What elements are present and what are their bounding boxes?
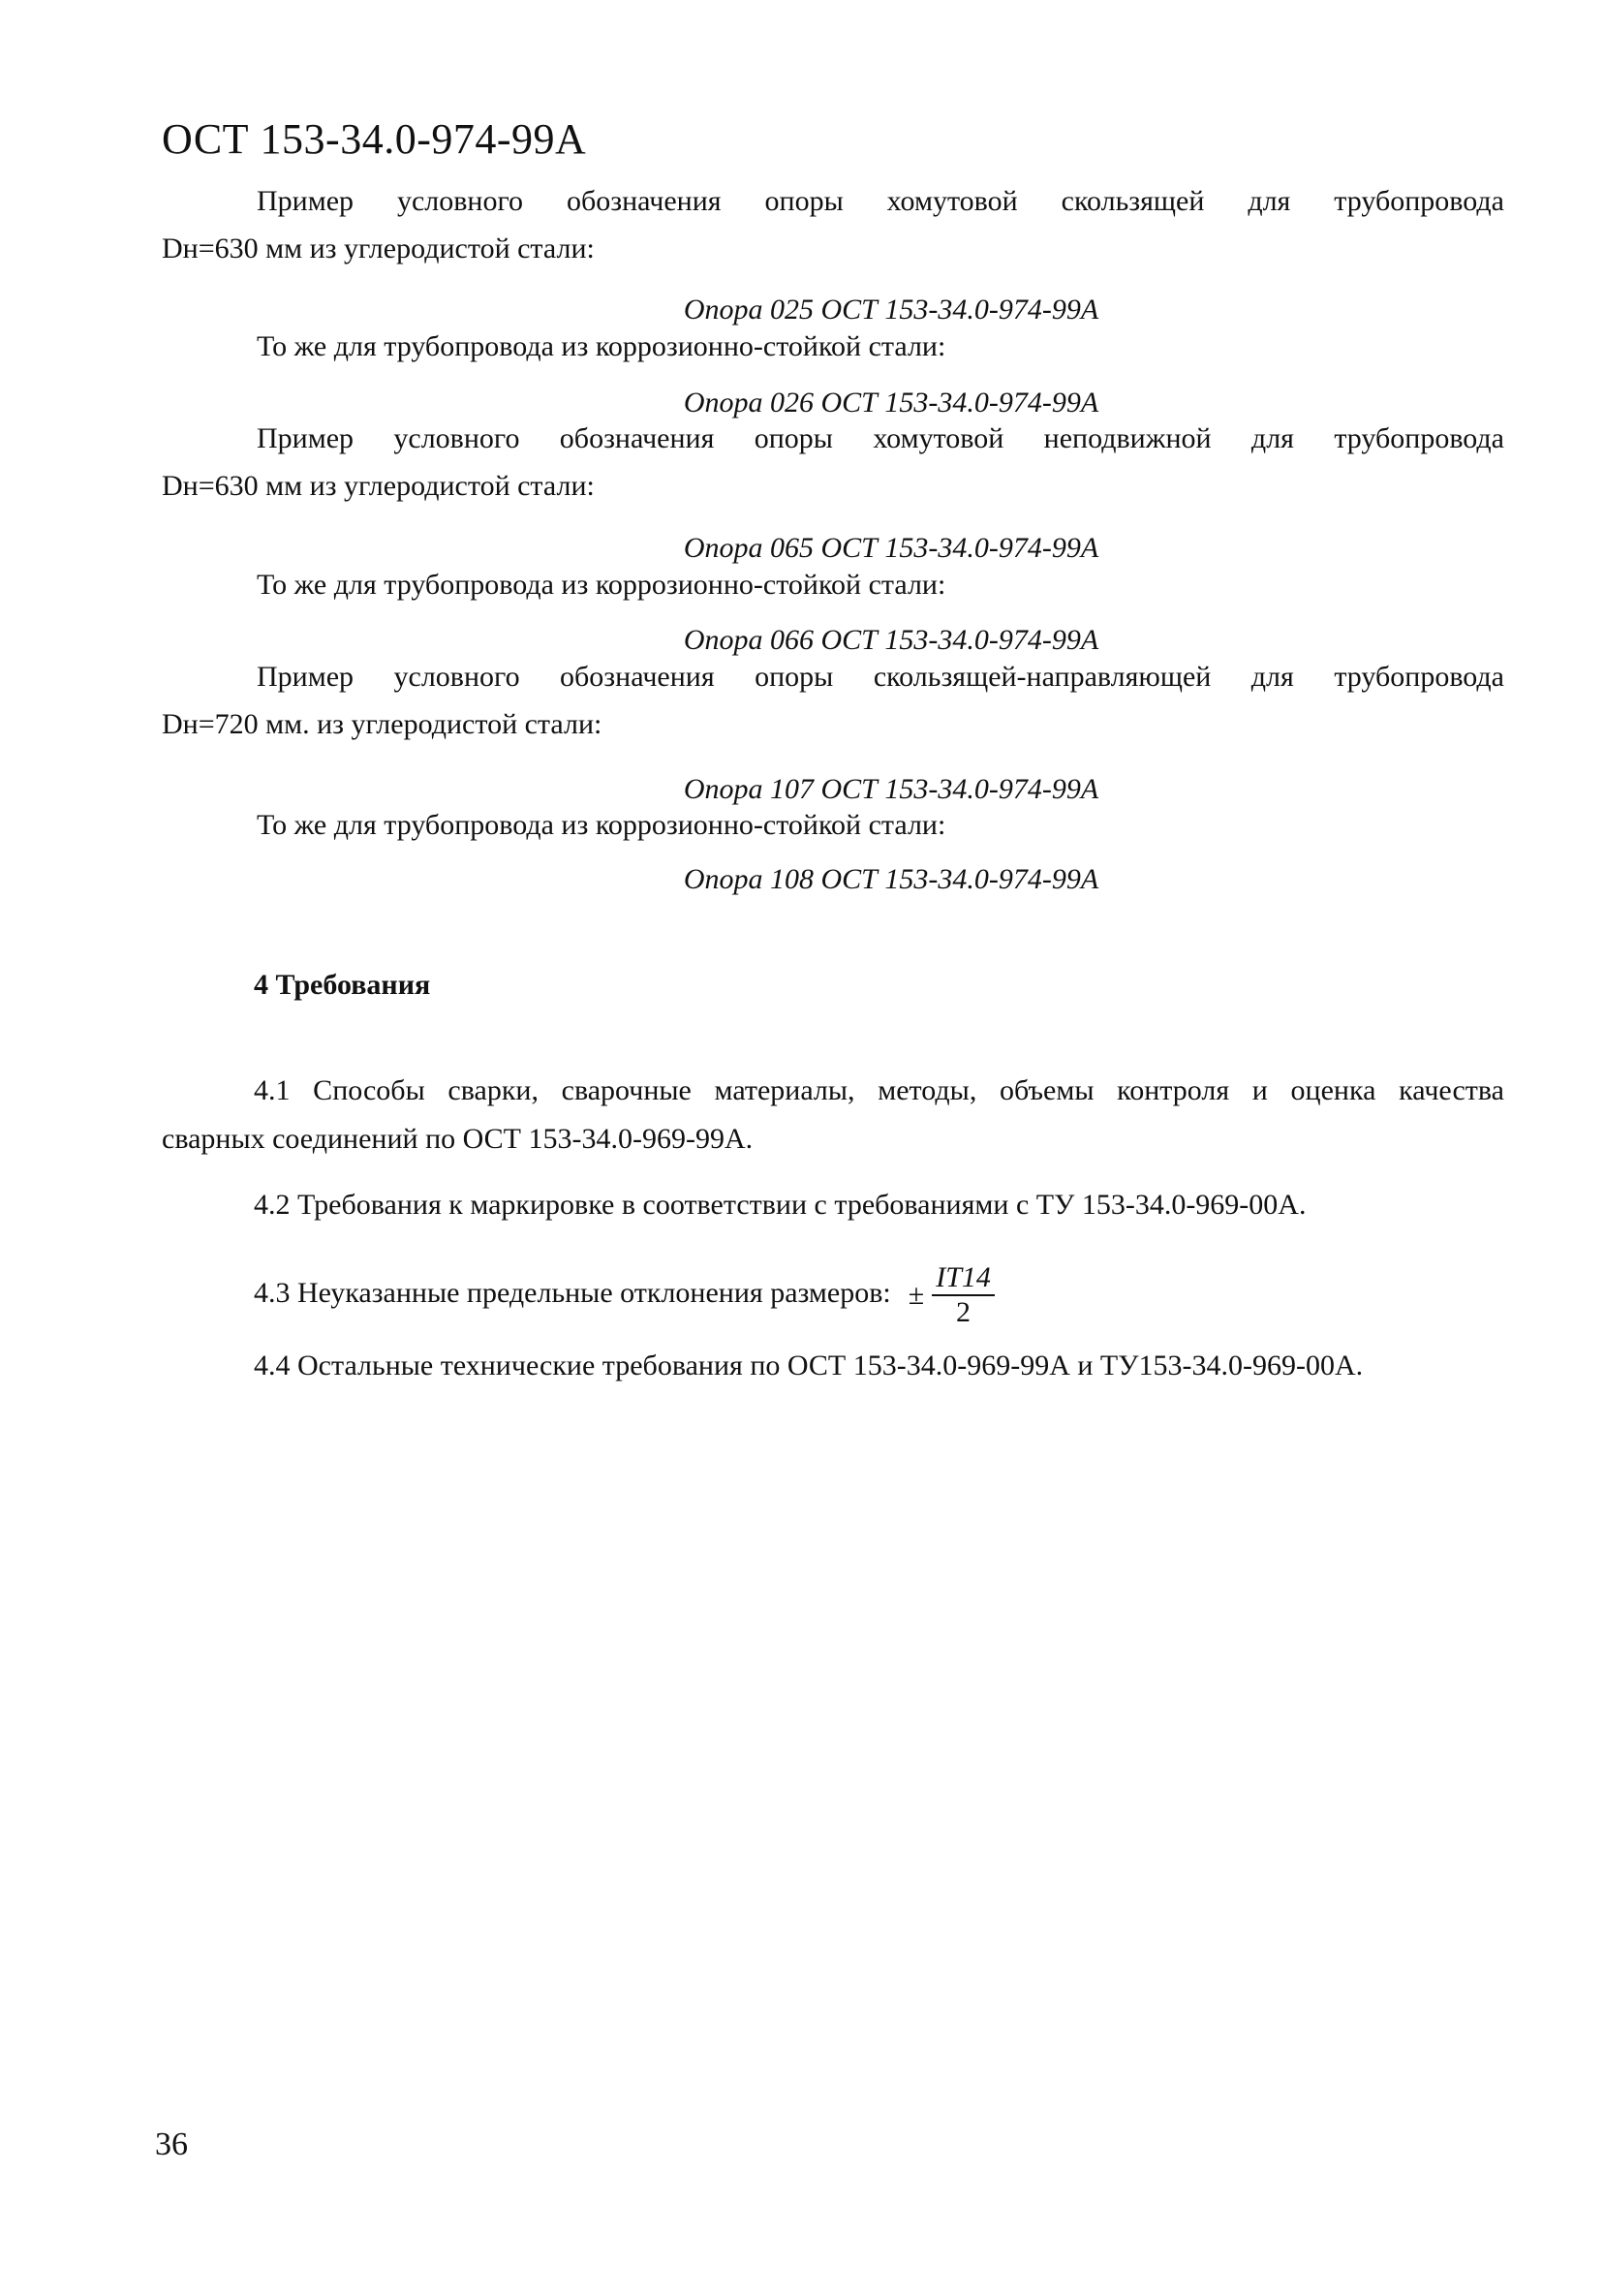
designation-carbon <box>0 772 1604 807</box>
example-intro-line: Пример условного обозначения опоры скользящей-направляющей для трубопровода <box>257 661 1504 693</box>
requirement-4-4: 4.4 Остальные технические требования по ОСТ 153-34.0-969-99А и ТУ153-34.0-969-00А. <box>254 1350 1364 1381</box>
same-for-stainless-text: То же для трубопровода из коррозионно-стойкой стали: <box>257 569 946 601</box>
designation-text: Опора 025 ОСТ 153-34.0-974-99А <box>683 294 1099 326</box>
standard-code-header: ОСТ 153-34.0-974-99А <box>162 115 587 163</box>
requirement-4-2: 4.2 Требования к маркировке в соответствии с требованиями с ТУ 153-34.0-969-00А. <box>254 1189 1307 1221</box>
requirement-text: 4.3 Неуказанные предельные отклонения размеров: <box>254 1276 891 1309</box>
designation-text: Опора 066 ОСТ 153-34.0-974-99А <box>683 624 1099 656</box>
designation-text: Опора 107 ОСТ 153-34.0-974-99А <box>683 773 1099 805</box>
example-paragraph <box>162 660 1504 742</box>
tolerance-fraction <box>932 1261 995 1329</box>
example-intro-line: Dн=630 мм из углеродистой стали: <box>162 470 595 502</box>
example-intro-line: Dн=630 мм из углеродистой стали: <box>162 233 595 264</box>
requirement-4-1 <box>162 1073 1504 1157</box>
example-paragraph <box>162 421 1504 504</box>
requirement-line: 4.1 Способы сварки, сварочные материалы, методы, объемы контроля и оценка качества <box>254 1074 1504 1106</box>
example-intro-line: Dн=720 мм. из углеродистой стали: <box>162 708 602 740</box>
designation-carbon <box>0 531 1604 566</box>
designation-text: Опора 108 ОСТ 153-34.0-974-99А <box>683 863 1099 895</box>
section-heading: 4 Требования <box>254 969 431 1001</box>
plus-minus-sign: ± <box>908 1279 925 1311</box>
designation-text: Опора 026 ОСТ 153-34.0-974-99А <box>683 387 1099 419</box>
example-paragraph <box>162 184 1504 266</box>
fraction-denominator: 2 <box>956 1296 972 1328</box>
same-for-stainless-text: То же для трубопровода из коррозионно-стойкой стали: <box>257 330 946 362</box>
designation-stainless <box>0 386 1604 420</box>
example-intro-line: Пример условного обозначения опоры хомутовой скользящей для трубопровода <box>257 185 1504 217</box>
requirement-4-3 <box>254 1261 995 1329</box>
fraction-numerator: IT14 <box>932 1261 995 1296</box>
designation-carbon <box>0 293 1604 327</box>
designation-stainless <box>0 862 1604 897</box>
example-intro-line: Пример условного обозначения опоры хомутовой неподвижной для трубопровода <box>257 422 1504 454</box>
same-for-stainless-text: То же для трубопровода из коррозионно-стойкой стали: <box>257 809 946 841</box>
requirement-line: сварных соединений по ОСТ 153-34.0-969-99А. <box>162 1123 754 1155</box>
page-number: 36 <box>155 2126 188 2162</box>
designation-stainless <box>0 623 1604 658</box>
designation-text: Опора 065 ОСТ 153-34.0-974-99А <box>683 532 1099 564</box>
